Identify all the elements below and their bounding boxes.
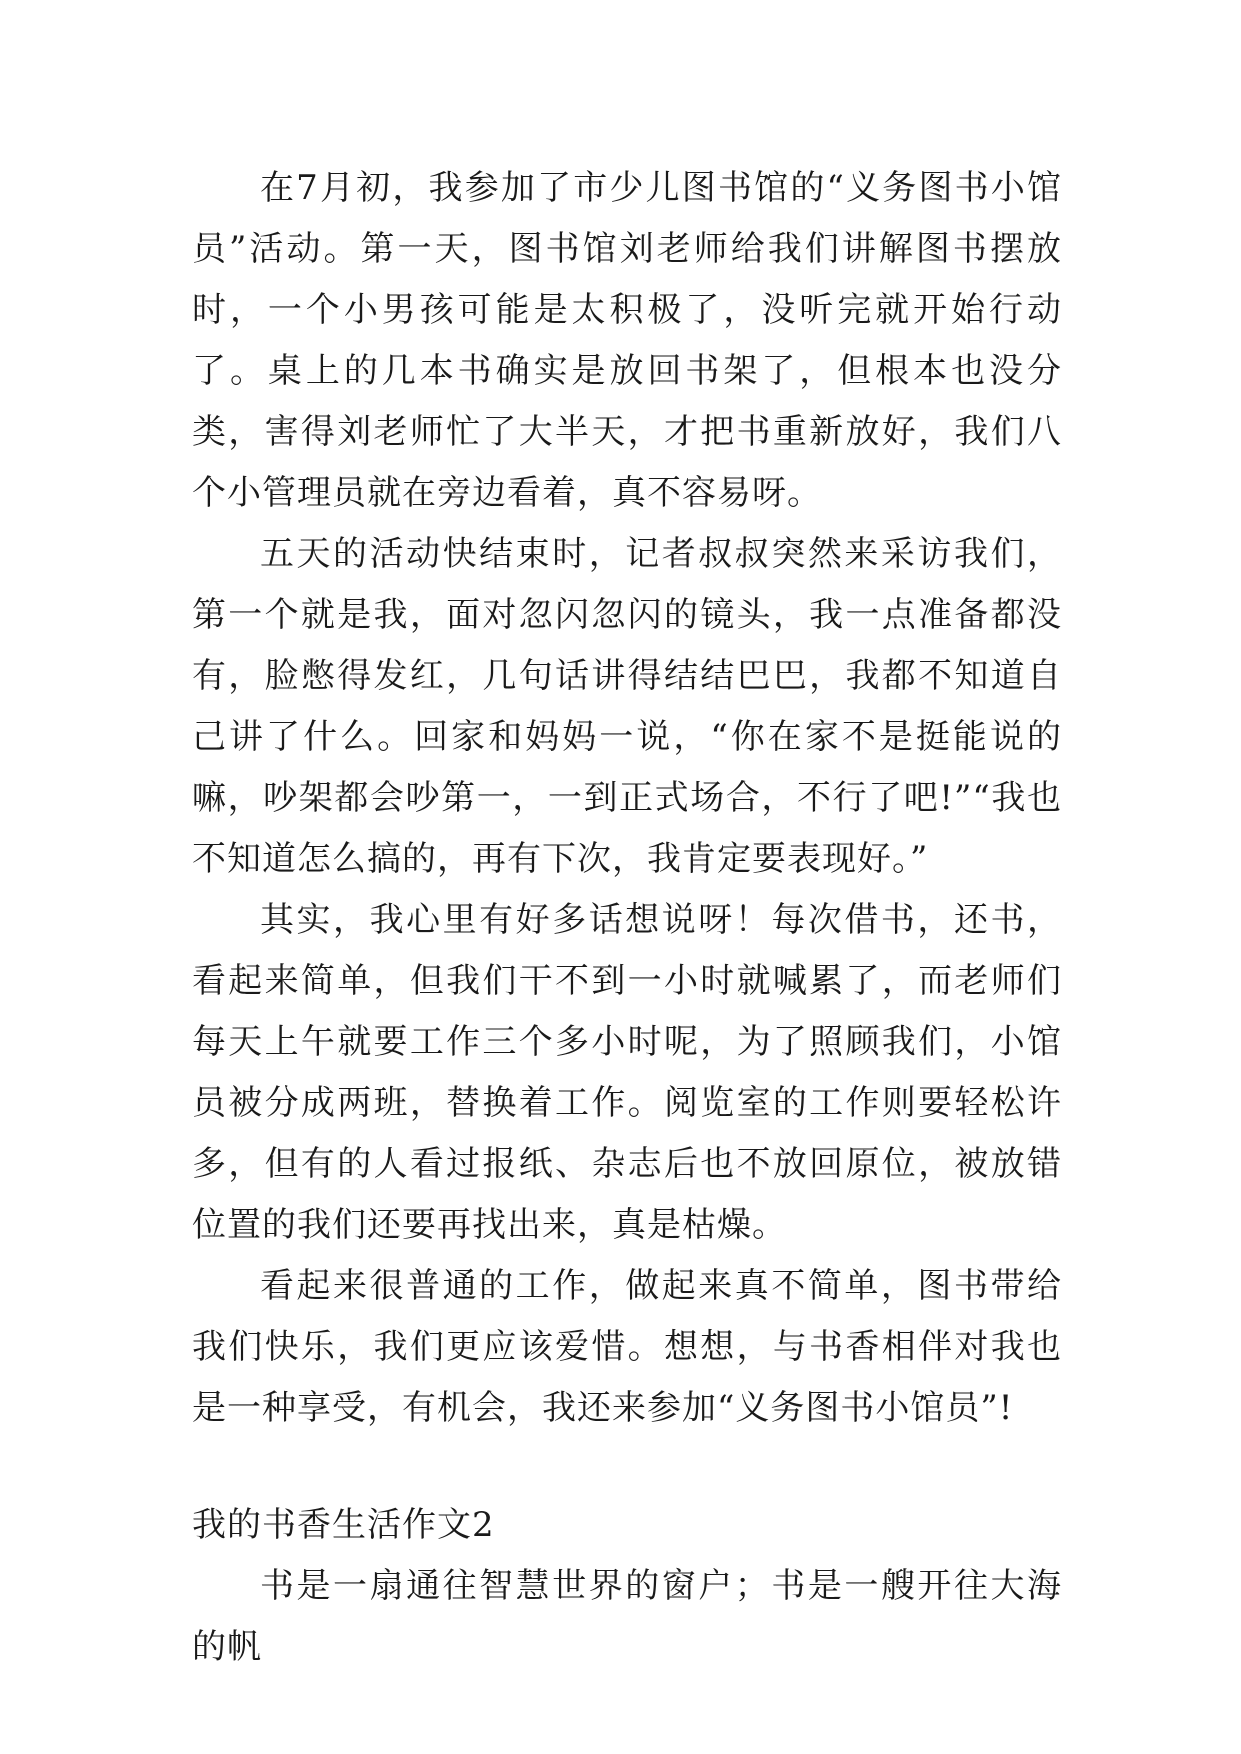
paragraph-3: 其实，我心里有好多话想说呀！每次借书，还书，看起来简单，但我们干不到一小时就喊累了，而老师们每天上午就要工作三个多小时呢，为了照顾我们，小馆员被分成两班，替换着工作。阅览室的工作则要轻松许多，但有的人看过报纸、杂志后也不放回原位，被放错位置的我们还要再找出来，真是枯燥。: [192, 900, 1062, 1245]
document-body: [192, 158, 1062, 1678]
paragraph-2: 五天的活动快结束时，记者叔叔突然来采访我们，第一个就是我，面对忽闪忽闪的镜头，我一点准备都没有，脸憋得发红，几句话讲得结结巴巴，我都不知道自己讲了什么。回家和妈妈一说，“你在家不是挺能说的嘛，吵架都会吵第一，一到正式场合，不行了吧!”“我也不知道怎么搞的，再有下次，我肯定要表现好。”: [192, 534, 1062, 879]
section-heading: 我的书香生活作文2: [192, 1505, 495, 1545]
section-spacer: [192, 1439, 1062, 1495]
paragraph-4: 看起来很普通的工作，做起来真不简单，图书带给我们快乐，我们更应该爱惜。想想，与书香相伴对我也是一种享受，有机会，我还来参加“义务图书小馆员”!: [192, 1266, 1062, 1428]
paragraph-1: 在7月初，我参加了市少儿图书馆的“义务图书小馆员”活动。第一天，图书馆刘老师给我们讲解图书摆放时，一个小男孩可能是太积极了，没听完就开始行动了。桌上的几本书确实是放回书架了，但根本也没分类，害得刘老师忙了大半天，才把书重新放好，我们八个小管理员就在旁边看着，真不容易呀。: [192, 168, 1062, 513]
section-paragraph-1: 书是一扇通往智慧世界的窗户；书是一艘开往大海的帆: [192, 1566, 1062, 1667]
